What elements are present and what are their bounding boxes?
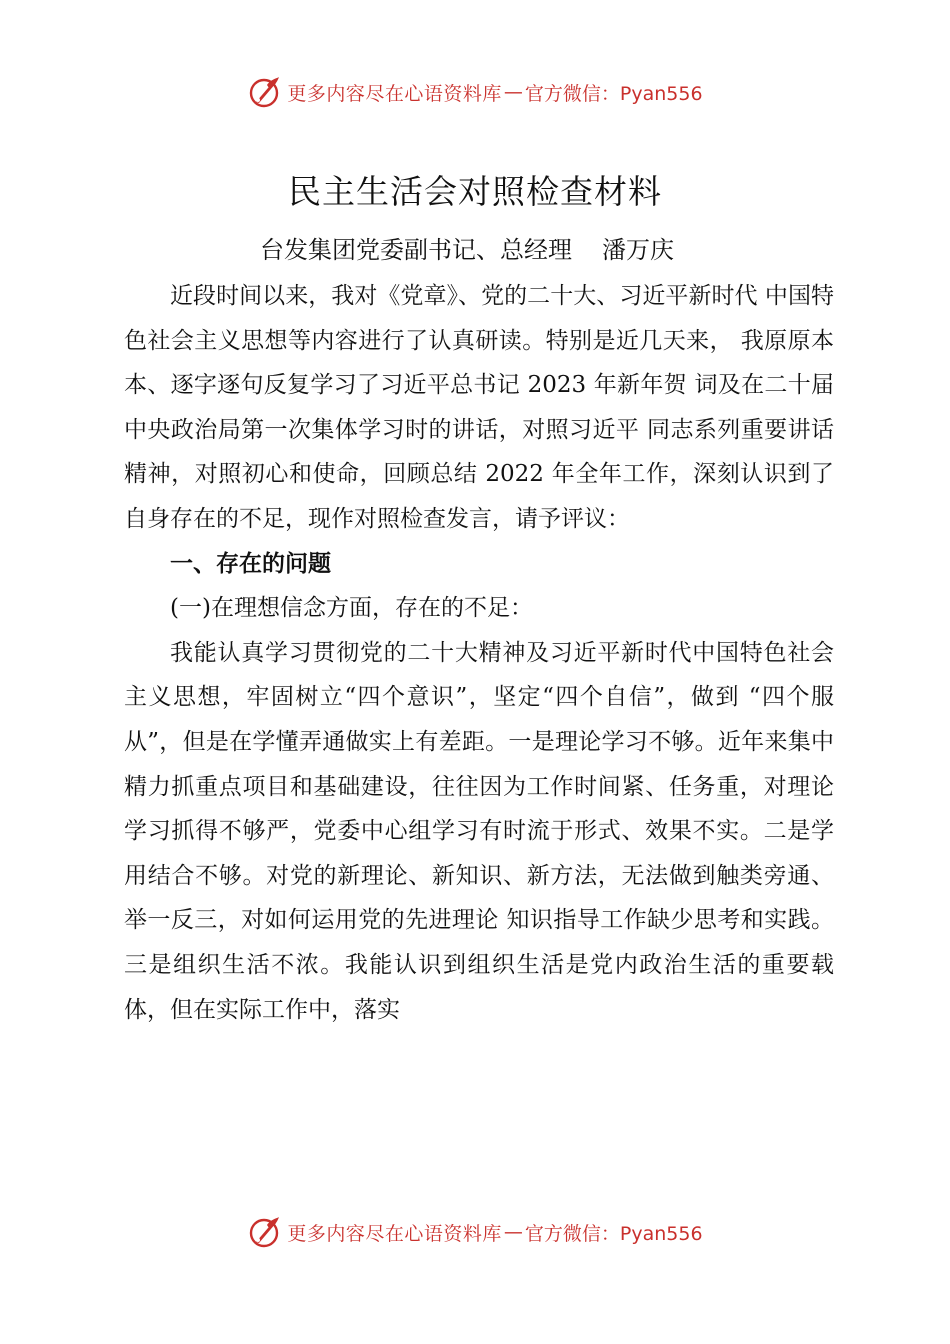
document-body <box>124 274 834 1032</box>
author-name: 潘万庆 <box>602 236 674 264</box>
header-watermark <box>0 70 950 114</box>
watermark-separator: — <box>503 1221 523 1243</box>
document-author <box>260 230 674 265</box>
watermark-wechat-text: 官方微信：Pyan556 <box>524 82 703 105</box>
pen-quill-icon <box>247 1215 281 1249</box>
body-paragraph: 我能认真学习贯彻党的二十大精神及习近平新时代中国特色社会主义思想，牢固树立“四个意识”，坚定“四个自信”，做到 “四个服从”，但是在学懂弄通做实上有差距。一是理论学习不够。近年来集中精力抓重点项目和基础建设，往往因为工作时间紧、任务重，对理论学习抓得不够严，党委中心组学习有时流于形式、效果不实。二是学用结合不够。对党的新理论、新知识、新方法，无法做到触类旁通、举一反三，对如何运用党的先进理论 知识指导工作缺少思考和实践。三是组织生活不浓。我能认识到组织生活是党内政治生活的重要载体，但在实际工作中，落实 <box>124 639 834 1023</box>
intro-paragraph: 近段时间以来，我对《党章》、党的二十大、习近平新时代 中国特色社会主义思想等内容进行了认真研读。特别是近几天来， 我原原本本、逐字逐句反复学习了习近平总书记 2023 年新年贺 词及在二十届中央政治局第一次集体学习时的讲话，对照习近平 同志系列重要讲话精神，对照初心和使命，回顾总结 2022 年全年工作，深刻认识到了自身存在的不足，现作对照检查发言，请予评议： <box>124 283 834 532</box>
subsection-heading: (一)在理想信念方面，存在的不足： <box>170 595 533 622</box>
watermark-wechat-text: 官方微信：Pyan556 <box>524 1222 703 1245</box>
author-organization: 台发集团党委副书记、总经理 <box>260 236 572 264</box>
watermark-brand-text: 更多内容尽在心语资料库 <box>287 82 502 105</box>
watermark-brand-text: 更多内容尽在心语资料库 <box>287 1222 502 1245</box>
pen-quill-icon <box>247 75 281 109</box>
document-title: 民主生活会对照检查材料 <box>288 172 662 211</box>
watermark-separator: — <box>503 81 523 103</box>
section-heading: 一、存在的问题 <box>170 550 331 577</box>
footer-watermark <box>0 1210 950 1254</box>
